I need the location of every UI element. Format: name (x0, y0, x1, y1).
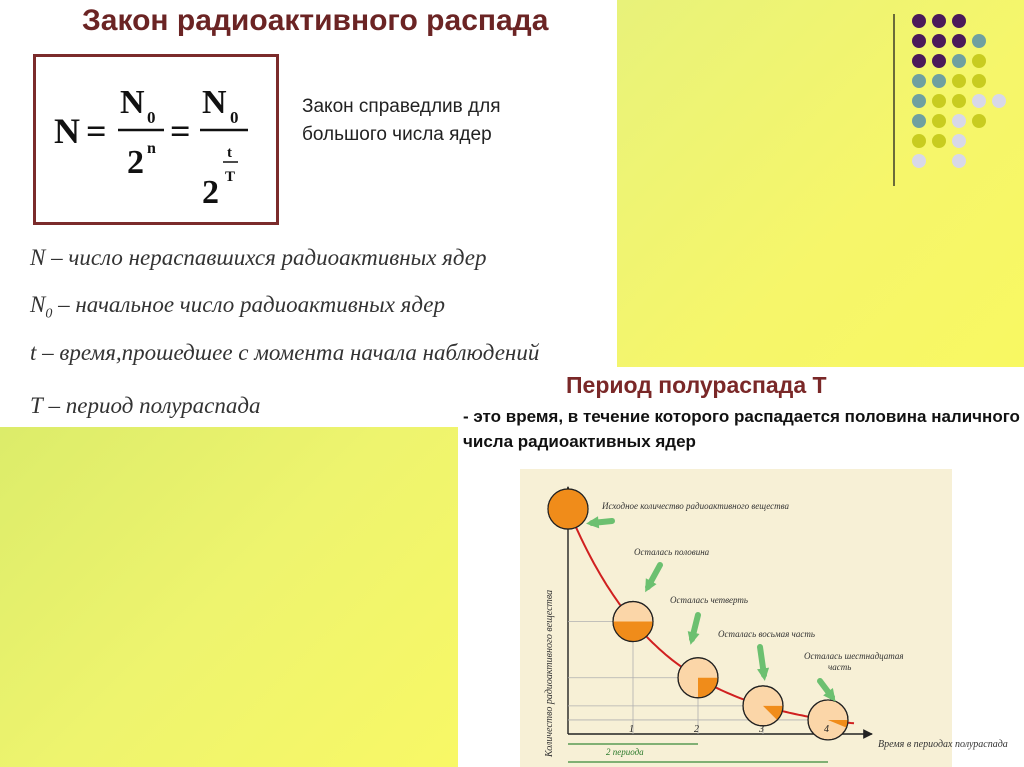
decorative-dot (932, 94, 946, 108)
decorative-dot (992, 74, 1006, 88)
page-title: Закон радиоактивного распада (82, 4, 549, 37)
decorative-dot (912, 154, 926, 168)
graph-label: Осталась половина (634, 547, 710, 557)
span-2-label: 2 периода (606, 747, 644, 757)
decorative-dot (952, 74, 966, 88)
decorative-dot (972, 114, 986, 128)
green-arrow-head (757, 668, 769, 681)
graph-label: Осталась шестнадцатая часть (804, 651, 904, 672)
graph-y-label: Количество радиоактивного вещества (544, 589, 555, 757)
decorative-dot (932, 114, 946, 128)
decorative-dot (972, 34, 986, 48)
formula-sub-1: 0 (147, 108, 156, 127)
graph-label: Осталась четверть (670, 595, 749, 605)
decorative-dot (952, 94, 966, 108)
law-note: Закон справедлив для большого числа ядер (302, 96, 501, 145)
formula-box (33, 54, 279, 225)
decorative-line (893, 14, 895, 186)
decorative-dot (952, 114, 966, 128)
decorative-dot (912, 94, 926, 108)
decorative-dot (952, 154, 966, 168)
decorative-dot (912, 134, 926, 148)
formula-num-2: N (202, 84, 227, 121)
graph-tick-label: 2 (694, 724, 699, 735)
formula-den-1: 2 (127, 144, 144, 181)
formula-lhs: N (54, 111, 80, 151)
definition-T: T – период полураспада (30, 393, 261, 418)
sample-fill (548, 489, 588, 529)
period-definition: - это время, в течение которого распадается половина наличного числа радиоактивных ядер (463, 407, 1020, 451)
decay-graph (520, 469, 1008, 767)
formula-eq-2: = (170, 111, 191, 151)
graph-tick-label: 3 (759, 724, 764, 735)
decorative-dot (972, 94, 986, 108)
green-arrow-head (586, 516, 599, 528)
definition-t: t – время,прошедшее с момента начала наблюдений (30, 340, 540, 365)
period-title: Период полураспада Т (566, 372, 827, 398)
decorative-dot (932, 134, 946, 148)
graph-x-label: Время в периодах полураспада (878, 739, 1008, 750)
graph-tick-label: 1 (629, 724, 634, 735)
decay-graph-svg (520, 469, 1008, 767)
decorative-dot (932, 14, 946, 28)
decorative-dot (952, 54, 966, 68)
decorative-dot (912, 114, 926, 128)
formula-den-2: 2 (202, 174, 219, 211)
definition-n0: $N_0$ – начальное число радиоактивных ядер (30, 292, 445, 322)
formula-num-1: N (120, 84, 145, 121)
graph-label: Осталась восьмая часть (718, 629, 815, 639)
decorative-dot (932, 34, 946, 48)
formula-exp-n: n (147, 140, 156, 157)
decorative-dot (932, 74, 946, 88)
decorative-dot (972, 74, 986, 88)
definition-n: N – число нераспавшихся радиоактивных ядер (30, 245, 487, 270)
decorative-dot (912, 34, 926, 48)
decorative-dot (912, 74, 926, 88)
decorative-dot (972, 54, 986, 68)
decorative-dot (912, 14, 926, 28)
formula-eq-1: = (86, 111, 107, 151)
formula-exp-t: t (227, 145, 232, 161)
decorative-dot (992, 94, 1006, 108)
graph-label: Исходное количество радиоактивного вещества (602, 501, 789, 511)
decorative-dot (952, 34, 966, 48)
decorative-dot (952, 14, 966, 28)
formula-exp-T: T (225, 169, 236, 185)
decorative-dot (912, 54, 926, 68)
formula (36, 57, 276, 222)
decorative-dot (952, 134, 966, 148)
formula-sub-2: 0 (230, 108, 239, 127)
green-arrow-head (688, 631, 700, 645)
yellow-panel-bottom (0, 427, 458, 767)
decorative-dot (932, 54, 946, 68)
graph-tick-label: 4 (824, 724, 829, 735)
